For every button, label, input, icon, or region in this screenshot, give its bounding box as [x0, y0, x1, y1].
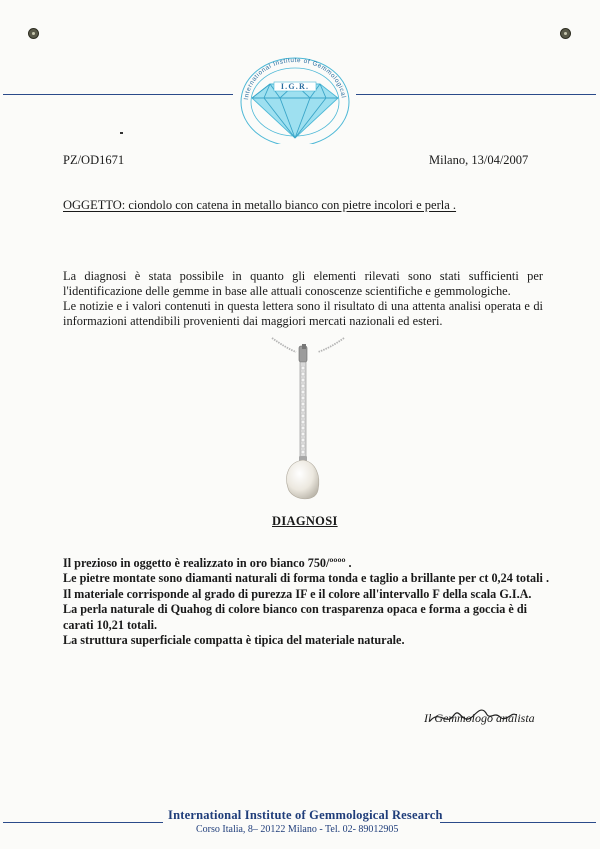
footer-address: Corso Italia, 8– 20122 Milano - Tel. 02- 89012905 [196, 824, 399, 835]
footer-institute-name: International Institute of Gemmological Research [168, 808, 443, 822]
diagnosis-line-2: Le pietre montate sono diamanti naturali di forma tonda e taglio a brillante per ct 0,24 totali . [63, 571, 549, 586]
logo-monogram: I.G.R. [280, 82, 310, 92]
intro-paragraph-2: Le notizie e i valori contenuti in questa lettera sono il risultato di una attenta analisi operata e di informazioni attendibili provenienti dai maggiori mercati nazionali ed esteri. [63, 299, 543, 328]
intro-text [63, 269, 543, 329]
diagnosis-title: DIAGNOSI [272, 514, 338, 528]
diagnosis-line-5: La struttura superficiale compatta è tipica del materiale naturale. [63, 633, 405, 648]
diagnosis-body [63, 556, 549, 648]
handwritten-signature [428, 703, 518, 731]
footer-rule-right [440, 822, 596, 823]
intro-paragraph-1: La diagnosi è stata possibile in quanto gli elementi rilevati sono stati sufficienti per l'identificazione delle gemme in base alle attuali conoscenze scientifiche e gemmologiche. [63, 269, 543, 298]
igr-diamond-logo [230, 54, 360, 144]
place-date: Milano, 13/04/2007 [429, 153, 529, 167]
object-description: OGGETTO: ciondolo con catena in metallo bianco con pietre incolori e perla . [63, 198, 457, 212]
diagnosis-line-4: La perla naturale di Quahog di colore bianco con trasparenza opaca e forma a goccia è di carati 10,21 totali. [63, 602, 527, 632]
diagnosis-line-3: Il materiale corrisponde al grado di purezza IF e il colore all'intervallo F della scala G.I.A. [63, 586, 532, 601]
binder-hole-left [28, 28, 39, 39]
pendant-photo [258, 336, 358, 506]
footer-rule-left [3, 822, 163, 823]
diagnosis-line-1: Il prezioso in oggetto è realizzato in oro bianco 750/ºººº . [63, 556, 352, 570]
header-rule-right [356, 94, 596, 95]
igr-logo [230, 54, 360, 144]
header-rule-left [3, 94, 233, 95]
binder-hole-right [560, 28, 571, 39]
stray-mark [120, 132, 123, 134]
logo-ring-text: International Institute of Gemmological [243, 56, 347, 101]
signature-text: Il Gemmologo analista [424, 711, 535, 725]
signature-line [424, 711, 535, 726]
reference-number: PZ/OD1671 [63, 153, 125, 167]
pendant-image [258, 336, 358, 506]
